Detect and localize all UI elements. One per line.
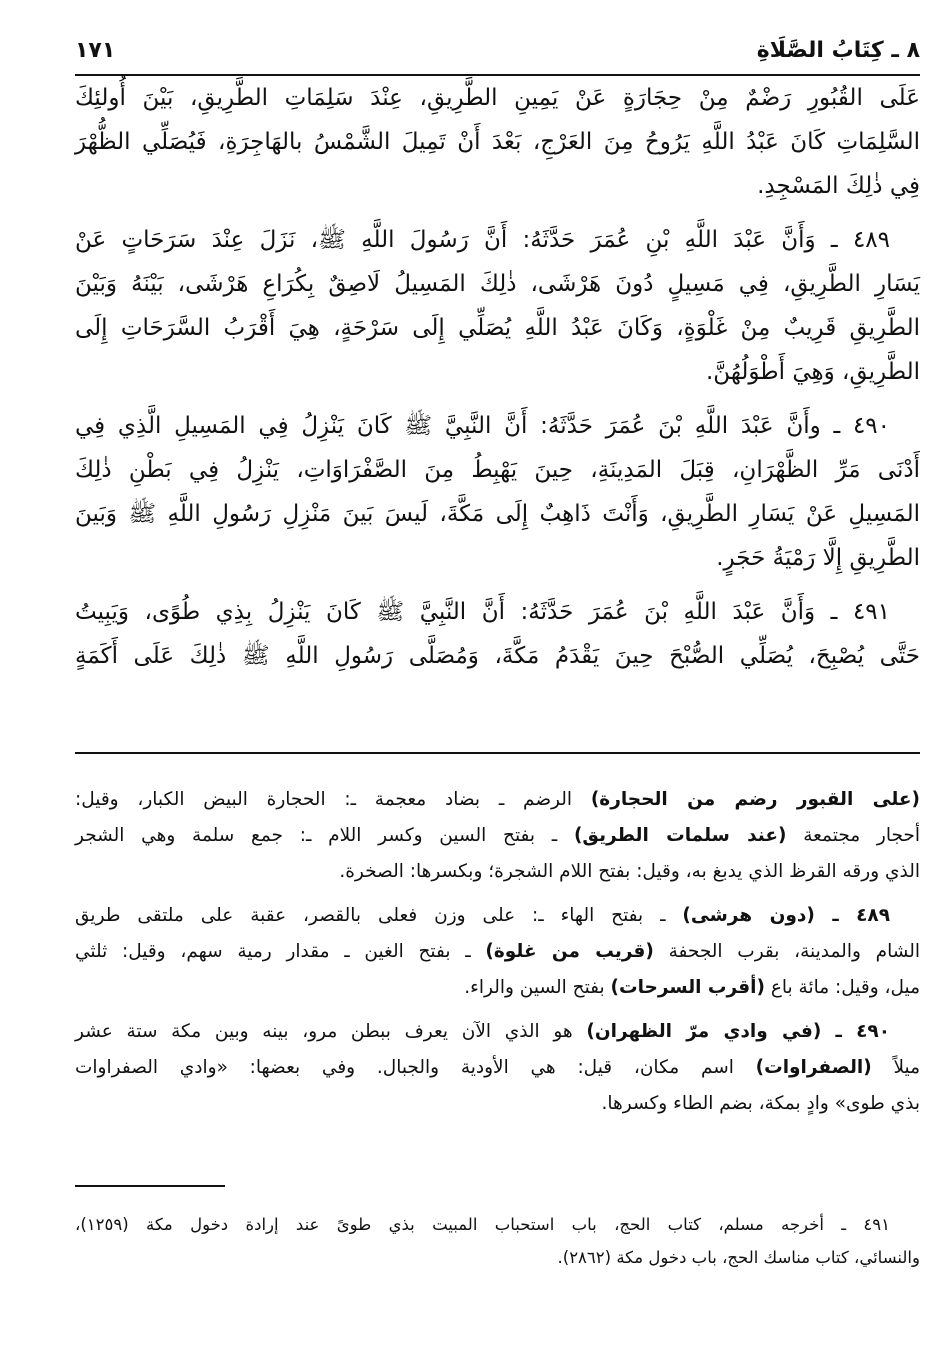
- text-line: [75, 1014, 920, 1050]
- text-segment: ـ بفتح الهاء ـ: على وزن فعلى بالقصر، عقبة على ملتقى طريق: [75, 905, 683, 926]
- text-line: السَّلِمَاتِ كَانَ عَبْدُ اللَّهِ يَرُوحُ مِنَ العَرْجِ، بَعْدَ أَنْ تَمِيلَ الشَّمْسُ بالهَاجِرَةِ، فَيُصَلِّي الظُّهْرَ: [75, 129, 920, 155]
- bold-term: (الصفراوات): [755, 1057, 872, 1078]
- text-segment: بفتح السين والراء.: [464, 977, 611, 998]
- text-line: فِي ذٰلِكَ المَسْجِدِ.: [757, 173, 920, 199]
- main-text: [75, 76, 920, 688]
- text-line: حَتَّى يُصْبِحَ، يُصَلِّي الصُّبْحَ حِينَ يَقْدَمُ مَكَّةَ، وَمُصَلَّى رَسُولِ اللَّهِ ﷺ ذٰلِكَ عَلَى أَكَمَةٍ: [75, 643, 920, 669]
- notes-paragraph: [75, 1014, 920, 1122]
- footnotes: [75, 1208, 920, 1282]
- bold-term: ٤٨٩ ـ: [814, 905, 890, 926]
- text-line: ٤٩١ ـ وَأَنَّ عَبْدَ اللَّهِ بْنَ عُمَرَ حَدَّثَهُ: أَنَّ النَّبِيَّ ﷺ كَانَ يَنْزِلُ بِذِي طُوًى، وَيَبِيتُ: [75, 599, 890, 625]
- main-paragraph: [75, 218, 920, 394]
- text-line: عَلَى القُبُورِ رَضْمٌ مِنْ حِجَارَةٍ عَنْ يَمِينِ الطَّرِيقِ، عِنْدَ سَلِمَاتِ الطَّرِيقِ، بَيْنَ أُولئِكَ: [75, 85, 920, 111]
- bold-term: (على القبور رضم من الحجارة): [590, 789, 920, 810]
- text-segment: الشام والمدينة، بقرب الجحفة: [653, 941, 920, 962]
- text-line: الطَّرِيقِ، وَهِيَ أَطْوَلُهُنَّ.: [706, 359, 920, 385]
- main-paragraph: [75, 590, 920, 678]
- text-line: أَدْنَى مَرِّ الظَّهْرَانِ، قِبَلَ المَدِينَةِ، حِينَ يَهْبِطُ مِنَ الصَّفْرَاوَاتِ، يَنْزِلُ فِي بَطْنِ ذٰلِكَ: [75, 457, 920, 483]
- bold-term: ٤٩٠ ـ: [821, 1021, 890, 1042]
- text-segment: بذي طوى» وادٍ بمكة، بضم الطاء وكسرها.: [601, 1093, 920, 1114]
- bold-term: (دون هرشى): [682, 905, 815, 926]
- commentary-notes: [75, 782, 920, 1130]
- page-number: ١٧١: [75, 37, 116, 63]
- text-line: [75, 854, 920, 890]
- bold-term: (في وادي مرّ الظهران): [586, 1021, 822, 1042]
- text-line: [75, 818, 920, 854]
- footnote-divider: [75, 1185, 225, 1187]
- text-segment: هو الذي الآن يعرف ببطن مرو، بينه وبين مكة ستة عشر: [75, 1021, 587, 1042]
- bold-term: (أقرب السرحات): [610, 977, 765, 998]
- text-segment: ـ بفتح السين وكسر اللام ـ: جمع سلمة وهي الشجر: [75, 825, 574, 846]
- text-line: [75, 782, 920, 818]
- bold-term: (قريب من غلوة): [485, 941, 654, 962]
- text-line: [75, 898, 920, 934]
- running-header: [75, 30, 920, 70]
- text-segment: ميل، وقيل: مائة باع: [764, 977, 920, 998]
- text-segment: اسم مكان، قيل: هي الأودية والجبال. وفي بعضها: «وادي الصفراوات: [75, 1057, 756, 1078]
- text-segment: الرضم ـ بضاد معجمة ـ: الحجارة البيض الكبار، وقيل:: [75, 789, 591, 810]
- text-segment: ميلاً: [871, 1057, 920, 1078]
- bold-term: (عند سلمات الطريق): [573, 825, 787, 846]
- notes-paragraph: [75, 782, 920, 890]
- text-line: الطَّرِيقِ إِلَّا رَمْيَةُ حَجَرٍ.: [716, 545, 920, 571]
- text-line: [75, 934, 920, 970]
- text-line: المَسِيلِ عَنْ يَسَارِ الطَّرِيقِ، وَأَنْتَ ذَاهِبٌ إِلَى مَكَّةَ، لَيسَ بَينَ مَنْزِلِ رَسُولِ اللَّهِ ﷺ وَبَينَ: [75, 501, 920, 527]
- notes-divider: [75, 752, 920, 754]
- text-line: يَسَارِ الطَّرِيقِ، فِي مَسِيلٍ دُونَ هَرْشَى، ذٰلِكَ المَسِيلُ لَاصِقٌ بِكُرَاعِ هَرْشَى، بَيْنَهُ وَبَيْنَ: [75, 271, 920, 297]
- text-segment: الذي ورقه القرظ الذي يدبغ به، وقيل: بفتح اللام الشجرة؛ وبكسرها: الصخرة.: [339, 861, 920, 882]
- main-paragraph: [75, 76, 920, 208]
- text-line: ٤٩٠ ـ وأَنَّ عَبْدَ اللَّهِ بْنَ عُمَرَ حَدَّثَهُ: أَنَّ النَّبِيَّ ﷺ كَانَ يَنْزِلُ فِي المَسِيلِ الَّذِي فِي: [75, 413, 890, 439]
- notes-paragraph: [75, 898, 920, 1006]
- chapter-title: ٨ ـ كِتَابُ الصَّلَاةِ: [756, 37, 920, 63]
- text-segment: والنسائي، كتاب مناسك الحج، باب دخول مكة (٢٨٦٢).: [557, 1248, 920, 1267]
- text-segment: ـ بفتح الغين ـ مقدار رمية سهم، وقيل: ثلثي: [75, 941, 486, 962]
- main-paragraph: [75, 404, 920, 580]
- text-line: [75, 1086, 920, 1122]
- text-segment: ٤٩١ ـ أخرجه مسلم، كتاب الحج، باب استحباب المبيت بذي طوىً عند إرادة دخول مكة (١٢٥٩)،: [75, 1215, 890, 1234]
- footnotes-paragraph: [75, 1208, 920, 1274]
- text-line: الطَّرِيقِ قَرِيبٌ مِنْ غَلْوَةٍ، وَكَانَ عَبْدُ اللَّهِ يُصَلِّي إِلَى سَرْحَةٍ، هِيَ أَقْرَبُ السَّرَحَاتِ إِلَى: [75, 315, 920, 341]
- text-line: [75, 1241, 920, 1274]
- text-line: ٤٨٩ ـ وَأَنَّ عَبْدَ اللَّهِ بْنِ عُمَرَ حَدَّثَهُ: أَنَّ رَسُولَ اللَّهِ ﷺ، نَزَلَ عِنْدَ سَرَحَاتٍ عَنْ: [75, 227, 890, 253]
- text-line: [75, 1208, 920, 1241]
- text-line: [75, 970, 920, 1006]
- text-line: [75, 1050, 920, 1086]
- text-segment: أحجار مجتمعة: [786, 825, 920, 846]
